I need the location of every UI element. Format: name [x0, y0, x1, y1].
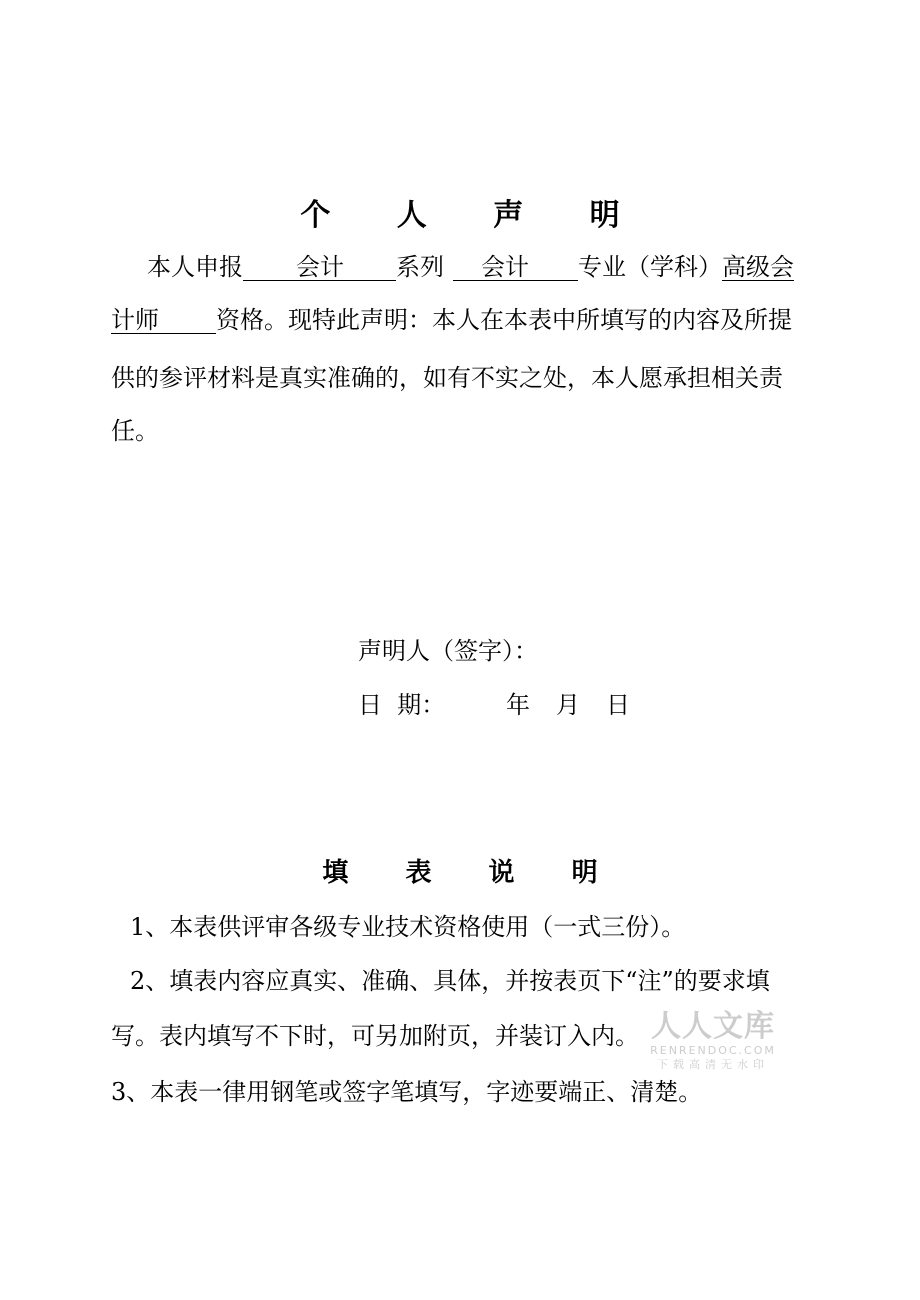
declaration-text-2: 资格。现特此声明：本人在本表中所填写的内容及所提	[216, 306, 792, 334]
watermark-tagline: 下载高清无水印	[657, 1058, 769, 1071]
date-month: 月	[556, 691, 580, 719]
declaration-line-1	[147, 252, 794, 282]
instruction-item-2-line-2: 写。表内填写不下时，可另加附页，并装订入内。	[111, 1022, 639, 1050]
watermark-brand: 人人文库	[651, 1009, 775, 1044]
date-year: 年	[506, 691, 530, 719]
declaration-title: 个 人 声 明	[300, 198, 648, 233]
qualification-field-part2: 计师	[111, 307, 216, 334]
major-label: 专业（学科）	[578, 253, 722, 281]
major-field: 会计	[453, 254, 578, 281]
declaration-prefix: 本人申报	[147, 253, 243, 281]
series-label: 系列	[396, 253, 444, 281]
qualification-field-part1: 高级会	[722, 253, 794, 281]
date-day: 日	[606, 691, 630, 719]
signature-label: 声明人（签字）：	[358, 637, 538, 665]
instructions-title: 填 表 说 明	[322, 858, 622, 888]
instruction-item-3: 3、本表一律用钢笔或签字笔填写，字迹要端正、清楚。	[111, 1078, 703, 1106]
watermark-domain: RENRENDOC.COM	[650, 1044, 776, 1057]
date-label: 日 期：	[358, 691, 446, 719]
watermark-logo	[648, 1010, 778, 1072]
instruction-item-1: 1、本表供评审各级专业技术资格使用（一式三份）。	[130, 913, 686, 941]
declaration-line-4: 任。	[111, 417, 159, 445]
series-field: 会计	[243, 254, 396, 281]
declaration-line-2	[111, 305, 792, 335]
date-row	[358, 690, 630, 720]
declaration-line-3: 供的参评材料是真实准确的，如有不实之处，本人愿承担相关责	[111, 364, 783, 392]
instruction-item-2-line-1: 2、填表内容应真实、准确、具体，并按表页下“注”的要求填	[130, 967, 770, 995]
